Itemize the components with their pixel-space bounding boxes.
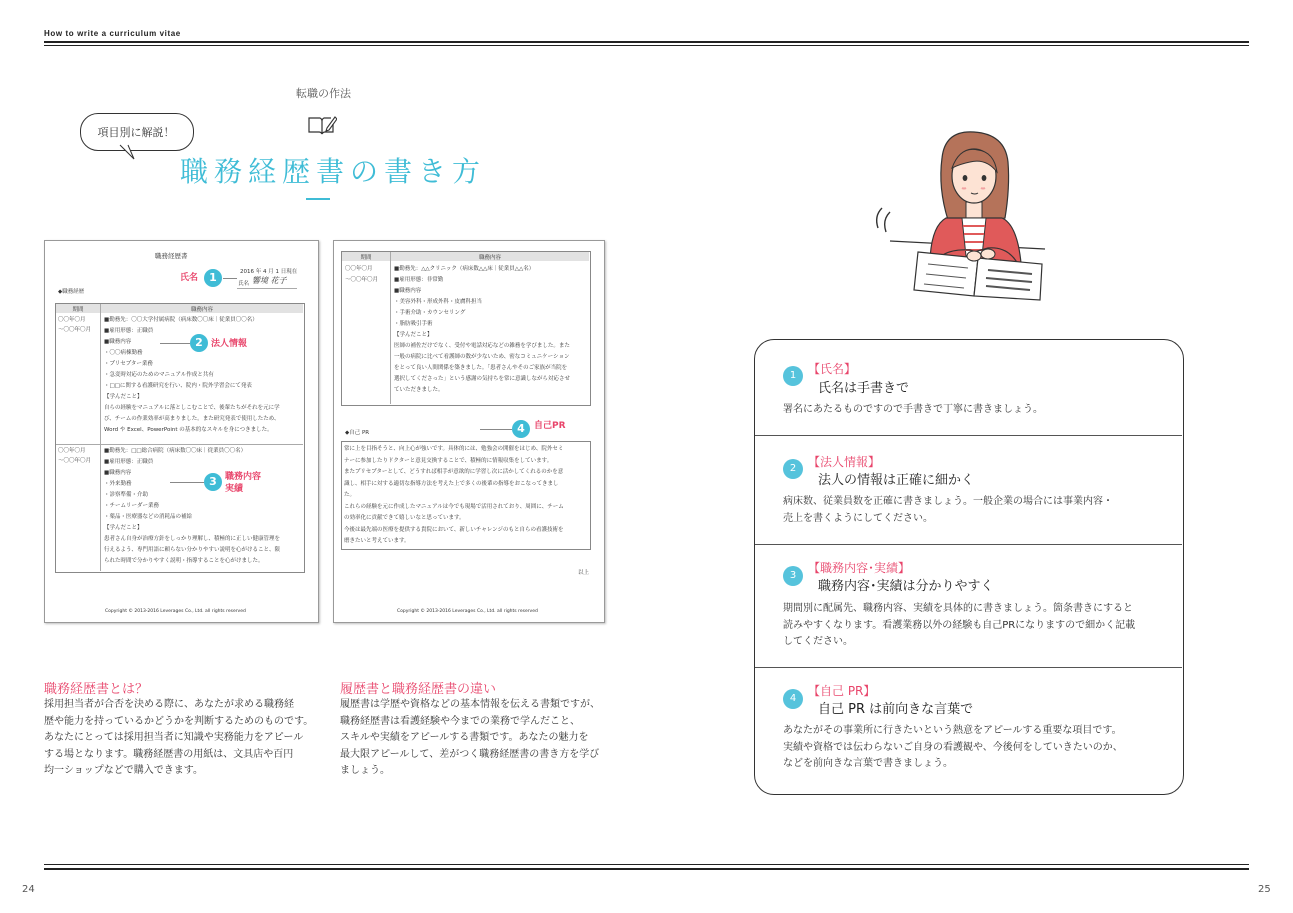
doc2-pr-line: の効率化に貢献できて嬉しいなと思っています。 — [344, 515, 465, 521]
doc1-line: ■勤務先：〇〇大学付属病院（病床数〇〇床｜従業員〇〇名） — [104, 317, 258, 323]
doc1-date: 2016 年 4 月 1 日現在 — [240, 269, 298, 275]
doc1-col-content: 職務内容 — [190, 307, 213, 313]
title-underline — [306, 198, 330, 200]
doc1-heading: 職務経歴書 — [155, 252, 188, 260]
section-diff-line: スキルや実績をアピールする書類です。あなたの魅力を — [340, 732, 589, 743]
tip-body-4-line: あなたがその事業所に行きたいという熱意をアピールする重要な項目です。 — [783, 725, 1122, 736]
tip-heading-3: 職務内容･実績は分かりやすく — [818, 579, 994, 594]
doc2-pr-line: 磨きたいと考えています。 — [344, 538, 410, 544]
doc2-pr-line: 識し、相手に対する適切な指導方法を考えた上で多くの後輩の指導をおこなってきまし — [344, 480, 559, 487]
doc2-copyright: Copyright © 2013-2016 Leverages Co., Ltd. all rights reserved — [397, 609, 538, 614]
doc1-line: 【学んだこと】 — [104, 394, 143, 400]
doc2-pr-line: た。 — [344, 492, 356, 498]
panel-divider-2 — [755, 544, 1182, 545]
doc2-line: ・手術介助・カウンセリング — [394, 310, 466, 316]
doc2-line: をとって良い人間関係を築きました。「患者さんやそのご家族が当院を — [394, 365, 568, 371]
doc1-block1 — [104, 315, 280, 436]
doc1-col-divider — [100, 304, 101, 571]
tip-body-3-line: 期間別に配属先、職務内容、実績を具体的に書きましょう。箇条書きにすると — [783, 603, 1133, 614]
tip-bracket-4: 【自己 PR】 — [808, 684, 876, 698]
marker2-label: 法人情報 — [211, 339, 248, 349]
tip-body-2-line: 病床数、従業員数を正確に書きましょう。一般企業の場合には事業内容・ — [783, 496, 1113, 507]
marker3-label-b: 実績 — [225, 484, 244, 494]
section-what-line: 均一ショップなどで購入できます。 — [44, 765, 203, 776]
marker4-line — [480, 429, 512, 430]
tip-number-4: 4 — [783, 689, 803, 709]
doc1-period2a: 〇〇年〇月 — [58, 448, 86, 454]
doc2-end: 以上 — [578, 570, 590, 576]
tip-bracket-3: 【職務内容･実績】 — [808, 561, 911, 575]
page-number-right: 25 — [1258, 884, 1271, 895]
doc1-line: ■勤務先：□□総合病院（病床数〇〇床｜従業員〇〇名） — [104, 448, 247, 454]
section-diff-line: 履歴書は学歴や資格などの基本情報を伝える書類ですが、 — [340, 699, 600, 710]
doc2-line: ■雇用形態：非常勤 — [394, 277, 444, 283]
doc1-line: ・□□に関する看護研究を行い、院内・院外学習会にて発表 — [104, 383, 252, 389]
section-what-line: する場となります。職務経歴書の用紙は、文具店や百円 — [44, 748, 294, 760]
doc2-period1b: 〜〇〇年〇月 — [345, 277, 379, 283]
doc1-period2b: 〜〇〇年〇月 — [58, 458, 92, 464]
panel-divider-3 — [755, 667, 1182, 668]
doc1-line: られた時間で分かりやすく説明・指導することを心がけました。 — [104, 558, 264, 564]
doc1-name-label: 氏名 — [238, 281, 250, 287]
doc1-line: 患者さん自身が治療方針をしっかり理解し、積極的に正しい健康管理を — [104, 536, 281, 542]
doc2-pr-line: これらの経験を元に作成したマニュアルは今でも現場で活用されており、周囲に、チーム — [344, 503, 564, 510]
marker-3: 3 — [204, 473, 222, 491]
doc1-copyright: Copyright © 2013-2016 Leverages Co., Ltd. all rights reserved — [105, 609, 246, 614]
running-header: How to write a curriculum vitae — [44, 29, 181, 38]
subtitle: 転職の作法 — [296, 87, 351, 100]
doc2-line: 医師の補佐だけでなく、受付や電話対応などの雑務を学びました。また — [394, 343, 570, 349]
doc1-line: ■職務内容 — [104, 470, 132, 476]
doc2-line: ・美容外科・形成外科・皮膚科担当 — [394, 299, 483, 305]
tip-number-1: 1 — [783, 366, 803, 386]
doc2-line: 【学んだこと】 — [394, 332, 433, 338]
tip-heading-4: 自己 PR は前向きな言葉で — [818, 702, 974, 717]
tip-heading-1: 氏名は手書きで — [818, 381, 910, 396]
section-diff-title: 履歴書と職務経歴書の違い — [340, 682, 497, 697]
section-what-line: 歴や能力を持っているかどうかを判断するためのものです。 — [44, 715, 314, 727]
doc2-line: ■職務内容 — [394, 288, 422, 294]
page-number-left: 24 — [22, 884, 35, 895]
doc2-col-divider — [390, 252, 391, 404]
doc2-pr-line: ナーに参加したりドクターと意見交換することで、積極的に情報収集をしています。 — [344, 457, 553, 464]
doc1-block2 — [104, 446, 280, 567]
marker2-line — [160, 343, 190, 344]
doc1-line: び、チームの作業効率が高まりました。また研究発表で使用したため、 — [104, 416, 280, 422]
tip-bracket-1: 【氏名】 — [808, 362, 857, 376]
speech-bubble-tail — [118, 144, 136, 160]
doc2-line: ていただきました。 — [394, 387, 444, 393]
doc1-line: ・〇〇病棟勤務 — [104, 350, 143, 356]
doc2-period1a: 〇〇年〇月 — [345, 266, 373, 272]
doc1-col-period: 期間 — [72, 307, 84, 313]
doc2-block1 — [394, 264, 570, 396]
doc1-period1a: 〇〇年〇月 — [58, 317, 86, 323]
page-title: 職務経歴書の書き方 — [180, 155, 487, 188]
section-diff-line: 最大限アピールして、差がつく職務経歴書の書き方を学び — [340, 748, 600, 760]
doc1-line: ・外来勤務 — [104, 481, 132, 487]
marker1-line — [223, 278, 237, 279]
section-diff-line: 職務経歴書は看護経験や今までの業務で学んだこと、 — [340, 715, 580, 727]
section-diff-line: ましょう。 — [340, 765, 390, 776]
doc1-row-divider — [56, 444, 303, 445]
section-what-title: 職務経歴書とは？ — [44, 682, 149, 697]
tip-body-3 — [783, 601, 1135, 651]
header-rule-top — [44, 41, 1249, 43]
doc2-line: ■勤務先：△△クリニック（病床数△△床｜従業員△△名） — [394, 266, 535, 272]
doc2-pr-line: 今後は最先端の医療を提供する貴院において、新しいチャレンジのもと自らの看護技術を — [344, 526, 564, 533]
doc2-line: ・脂肪吸引手術 — [394, 321, 433, 327]
tip-body-4-line: 実績や資格では伝わらないご自身の看護観や、今後何をしていきたいのか、 — [783, 741, 1123, 753]
marker4-label: 自己PR — [534, 421, 566, 431]
tip-body-3-line: 読みやすくなります。看護業務以外の経験も自己PRになりますので細かく記載 — [783, 619, 1136, 631]
doc2-pr-line: またプリセプターとして、どうすれば相手が意欲的に学習し次に活かしてくれるのかを意 — [344, 469, 564, 475]
section-diff-body — [340, 697, 600, 780]
doc1-line: ・チームリーダー業務 — [104, 503, 160, 509]
tip-body-4 — [783, 723, 1123, 773]
doc2-pr-label: ◆自己 PR — [345, 430, 370, 436]
footer-rule-bottom — [44, 868, 1249, 870]
doc2-pr-line: 常に上を目指そうと、向上心が強いです。具体的には、勉強会の開催をはじめ、院外セミ — [344, 446, 564, 452]
tip-body-3-line: してください。 — [783, 636, 853, 647]
tip-body-2 — [783, 494, 1113, 527]
doc1-line: ・プリセプター業務 — [104, 361, 153, 367]
tip-heading-2: 法人の情報は正確に細かく — [818, 473, 975, 488]
doc1-line: ・薬品・医療器などの消耗品の補給 — [104, 514, 193, 520]
doc2-col-period: 期間 — [360, 255, 372, 261]
doc1-line: ■雇用形態：正職員 — [104, 328, 154, 334]
tip-body-1: 署名にあたるものですので手書きで丁寧に書きましょう。 — [783, 404, 1043, 415]
doc1-line: 【学んだこと】 — [104, 525, 143, 531]
marker-4: 4 — [512, 420, 530, 438]
doc2-col-content: 職務内容 — [478, 255, 501, 261]
section-what-line: 採用担当者が合否を決める際に、あなたが求める職務経 — [44, 699, 294, 710]
doc1-line: ・急変時対応のためのマニュアル作成と共有 — [104, 372, 214, 378]
panel-divider-1 — [755, 435, 1182, 436]
tip-body-2-line: 売上を書くようにしてください。 — [783, 512, 933, 524]
tip-bracket-2: 【法人情報】 — [808, 455, 881, 469]
doc1-name-underline — [237, 288, 297, 289]
doc2-line: 選択してくださった」という感謝の気持ちを常に意識しながら対応させ — [394, 376, 571, 382]
doc1-line: ■職務内容 — [104, 339, 132, 345]
section-what-body — [44, 697, 313, 780]
doc1-section: ◆職務経歴 — [58, 289, 85, 295]
woman-writing-illustration — [870, 128, 1070, 303]
section-what-line: あなたにとっては採用担当者に知識や実務能力をアピール — [44, 732, 304, 743]
tip-number-3: 3 — [783, 566, 803, 586]
tip-number-2: 2 — [783, 459, 803, 479]
marker-2: 2 — [190, 334, 208, 352]
header-rule-bottom — [44, 45, 1249, 46]
book-pen-icon — [307, 114, 337, 136]
marker3-line — [170, 482, 204, 483]
doc1-line: ・診察準備・介助 — [104, 492, 149, 498]
doc1-line: ■雇用形態：正職員 — [104, 459, 154, 465]
doc1-name-value: 響境 花子 — [252, 276, 287, 285]
tip-body-4-line: などを前向きな言葉で書きましょう。 — [783, 758, 953, 769]
marker-1: 1 — [204, 269, 222, 287]
marker3-label-a: 職務内容 — [225, 472, 262, 482]
doc1-line: 自らの経験をマニュアルに落としこむことで、後輩たちがそれを元に学 — [104, 405, 280, 411]
doc1-line: 行えるよう、専門用語に頼らない分かりやすい説明を心がけること、限 — [104, 547, 281, 553]
doc2-pr-block — [344, 444, 564, 548]
speech-bubble-text: 項目別に解説！ — [97, 126, 175, 139]
footer-rule-top — [44, 864, 1249, 865]
marker1-label: 氏名 — [180, 273, 199, 283]
doc1-line: Word や Excel、PowerPoint の基本的なスキルを身につきました。 — [104, 427, 273, 433]
doc1-period1b: 〜〇〇年〇月 — [58, 327, 92, 333]
doc2-line: 一般の病院に比べて看護師の数が少ないため、密なコミュニケーション — [394, 354, 570, 360]
